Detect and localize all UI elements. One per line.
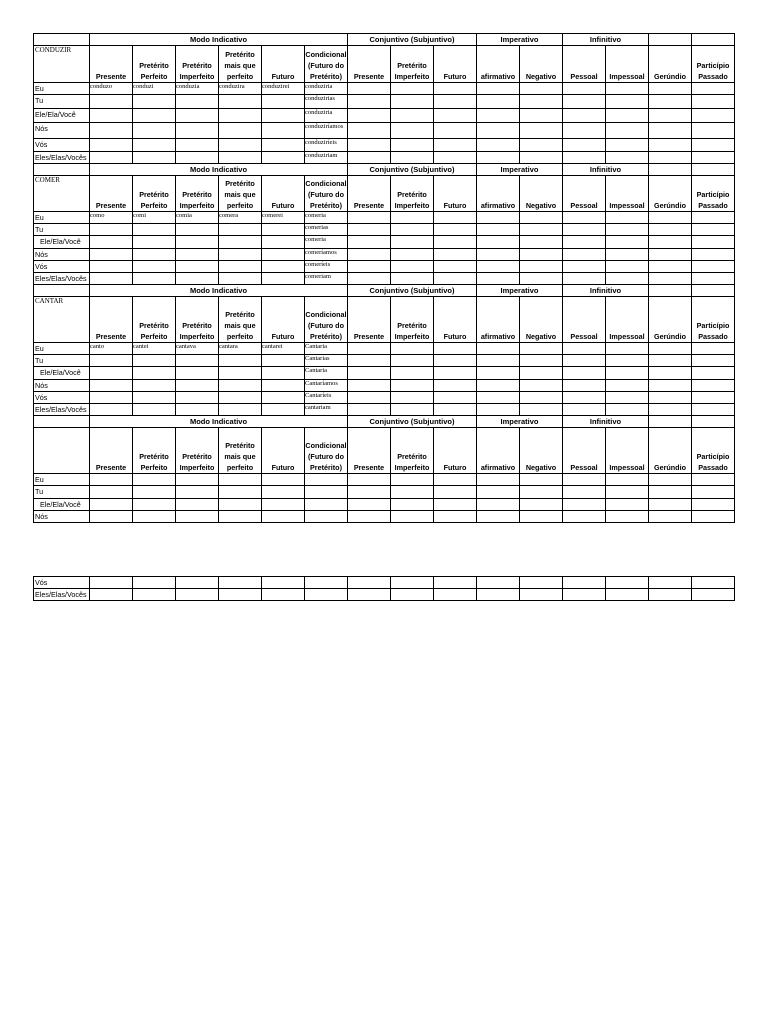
col-pessoal: Pessoal (563, 428, 606, 474)
col-impessoal: Impessoal (606, 297, 649, 343)
cell-cantar-condicional: Cantaríamos (305, 380, 348, 392)
table-row (34, 224, 735, 236)
group-conjuntivo: Conjuntivo (Subjuntivo) (348, 34, 477, 46)
col-presente: Presente (90, 297, 133, 343)
blank-cell (649, 164, 692, 176)
table-row (34, 392, 735, 404)
cell-cantar-perfeito: cantei (133, 343, 176, 355)
col-condicional: Condicional (Futuro do Pretérito) (305, 428, 348, 474)
group-indicativo: Modo Indicativo (90, 285, 348, 297)
col-conj-preterito-imperfeito: Pretérito Imperfeito (391, 46, 434, 83)
blank-cell (34, 164, 90, 176)
pronoun-nos: Nós (34, 511, 90, 523)
col-conj-futuro: Futuro (434, 428, 477, 474)
group-imperativo: Imperativo (477, 164, 563, 176)
col-preterito-imperfeito: Pretérito Imperfeito (176, 176, 219, 212)
col-conj-preterito-imperfeito: Pretérito Imperfeito (391, 297, 434, 343)
cell-comer-condicional: comeríamos (305, 249, 348, 261)
table-row (34, 123, 735, 139)
pronoun-vos: Vós (34, 261, 90, 273)
cell-comer-presente: como (90, 212, 133, 224)
blank-cell (34, 416, 90, 428)
pronoun-eu: Eu (34, 212, 90, 224)
col-condicional: Condicional (Futuro do Pretérito) (305, 46, 348, 83)
col-participio: Particípio Passado (692, 176, 735, 212)
col-pessoal: Pessoal (563, 46, 606, 83)
cell-comer-condicional: comerias (305, 224, 348, 236)
col-futuro: Futuro (262, 46, 305, 83)
pronoun-eles: Eles/Elas/Vocês (34, 273, 90, 285)
verb-name-blank (34, 428, 90, 474)
table-row (34, 474, 735, 486)
table-row (34, 152, 735, 164)
conjugation-table (33, 33, 735, 523)
table-row (34, 404, 735, 416)
pronoun-nos: Nós (34, 123, 90, 139)
pronoun-eles: Eles/Elas/Vocês (34, 152, 90, 164)
pronoun-tu: Tu (34, 355, 90, 367)
group-indicativo: Modo Indicativo (90, 416, 348, 428)
table-row (34, 249, 735, 261)
cell-conduzir-condicional: conduziria (305, 109, 348, 123)
blank-cell (692, 416, 735, 428)
conjugation-table-continuation (33, 576, 735, 601)
col-conj-futuro: Futuro (434, 176, 477, 212)
col-conj-presente: Presente (348, 428, 391, 474)
cell-comer-mais-que-perfeito: comera (219, 212, 262, 224)
pronoun-eu: Eu (34, 83, 90, 95)
col-gerundio: Gerúndio (649, 428, 692, 474)
col-preterito-imperfeito: Pretérito Imperfeito (176, 428, 219, 474)
blank-cell (34, 285, 90, 297)
col-impessoal: Impessoal (606, 428, 649, 474)
col-futuro: Futuro (262, 428, 305, 474)
blank-cell (692, 285, 735, 297)
col-presente: Presente (90, 176, 133, 212)
col-conj-preterito-imperfeito: Pretérito Imperfeito (391, 176, 434, 212)
group-infinitivo: Infinitivo (563, 285, 649, 297)
pronoun-vos: Vós (34, 392, 90, 404)
table-row (34, 511, 735, 523)
pronoun-ele: Ele/Ela/Você (34, 367, 90, 380)
pronoun-tu: Tu (34, 486, 90, 499)
group-header-row (34, 416, 735, 428)
table-row (34, 83, 735, 95)
group-header-row (34, 285, 735, 297)
cell-comer-condicional: comeria (305, 212, 348, 224)
cell-comer-condicional: comeríeis (305, 261, 348, 273)
blank-cell (692, 34, 735, 46)
cell-cantar-condicional: cantariam (305, 404, 348, 416)
cell-cantar-mais-que-perfeito: cantara (219, 343, 262, 355)
cell-conduzir-imperfeito: conduzia (176, 83, 219, 95)
cell-cantar-condicional: Cantaríeis (305, 392, 348, 404)
col-mais-que-perfeito: Pretérito mais que perfeito (219, 46, 262, 83)
table-row (34, 380, 735, 392)
col-futuro: Futuro (262, 297, 305, 343)
cell-cantar-condicional: Cantaria (305, 343, 348, 355)
col-mais-que-perfeito: Pretérito mais que perfeito (219, 176, 262, 212)
pronoun-nos: Nós (34, 249, 90, 261)
cell-conduzir-condicional: conduziriam (305, 152, 348, 164)
group-imperativo: Imperativo (477, 285, 563, 297)
col-participio: Particípio Passado (692, 46, 735, 83)
column-header-row (34, 46, 735, 83)
col-preterito-perfeito: Pretérito Perfeito (133, 297, 176, 343)
col-negativo: Negativo (520, 176, 563, 212)
col-gerundio: Gerúndio (649, 297, 692, 343)
cell-comer-imperfeito: comia (176, 212, 219, 224)
pronoun-ele: Ele/Ela/Você (34, 109, 90, 123)
column-header-row (34, 428, 735, 474)
col-condicional: Condicional (Futuro do Pretérito) (305, 176, 348, 212)
cell-conduzir-condicional: conduzirias (305, 95, 348, 109)
pronoun-vos: Vós (34, 139, 90, 152)
group-conjuntivo: Conjuntivo (Subjuntivo) (348, 164, 477, 176)
col-preterito-imperfeito: Pretérito Imperfeito (176, 297, 219, 343)
table-row (34, 139, 735, 152)
col-condicional: Condicional (Futuro do Pretérito) (305, 297, 348, 343)
col-preterito-perfeito: Pretérito Perfeito (133, 176, 176, 212)
table-row (34, 273, 735, 285)
blank-cell (649, 416, 692, 428)
pronoun-tu: Tu (34, 95, 90, 109)
verb-name: CONDUZIR (34, 46, 90, 83)
cell-conduzir-condicional: conduziríeis (305, 139, 348, 152)
table-row (34, 577, 735, 589)
pronoun-nos: Nós (34, 380, 90, 392)
verb-name: COMER (34, 176, 90, 212)
cell-conduzir-mais-que-perfeito: conduzira (219, 83, 262, 95)
table-row (34, 343, 735, 355)
table-row (34, 355, 735, 367)
col-negativo: Negativo (520, 46, 563, 83)
cell-conduzir-presente: conduzo (90, 83, 133, 95)
col-gerundio: Gerúndio (649, 46, 692, 83)
col-impessoal: Impessoal (606, 46, 649, 83)
cell-cantar-futuro: cantarei (262, 343, 305, 355)
table-row (34, 236, 735, 249)
cell-conduzir-perfeito: conduzi (133, 83, 176, 95)
col-pessoal: Pessoal (563, 297, 606, 343)
col-preterito-imperfeito: Pretérito Imperfeito (176, 46, 219, 83)
group-imperativo: Imperativo (477, 34, 563, 46)
table-row (34, 261, 735, 273)
col-conj-preterito-imperfeito: Pretérito Imperfeito (391, 428, 434, 474)
cell-conduzir-condicional: conduziríamos (305, 123, 348, 139)
col-afirmativo: afirmativo (477, 428, 520, 474)
col-mais-que-perfeito: Pretérito mais que perfeito (219, 297, 262, 343)
table-row (34, 95, 735, 109)
col-conj-futuro: Futuro (434, 46, 477, 83)
col-futuro: Futuro (262, 176, 305, 212)
col-conj-presente: Presente (348, 297, 391, 343)
column-header-row (34, 297, 735, 343)
pronoun-eu: Eu (34, 474, 90, 486)
pronoun-ele: Ele/Ela/Você (34, 236, 90, 249)
cell-conduzir-condicional: conduziria (305, 83, 348, 95)
group-indicativo: Modo Indicativo (90, 164, 348, 176)
col-pessoal: Pessoal (563, 176, 606, 212)
group-conjuntivo: Conjuntivo (Subjuntivo) (348, 416, 477, 428)
group-infinitivo: Infinitivo (563, 416, 649, 428)
group-infinitivo: Infinitivo (563, 164, 649, 176)
pronoun-eles: Eles/Elas/Vocês (34, 404, 90, 416)
group-conjuntivo: Conjuntivo (Subjuntivo) (348, 285, 477, 297)
group-header-row (34, 164, 735, 176)
col-impessoal: Impessoal (606, 176, 649, 212)
group-infinitivo: Infinitivo (563, 34, 649, 46)
table-row (34, 367, 735, 380)
blank-cell (649, 34, 692, 46)
col-afirmativo: afirmativo (477, 297, 520, 343)
pronoun-eles: Eles/Elas/Vocês (34, 589, 90, 601)
col-conj-presente: Presente (348, 176, 391, 212)
cell-conduzir-futuro: conduzirei (262, 83, 305, 95)
group-indicativo: Modo Indicativo (90, 34, 348, 46)
col-negativo: Negativo (520, 297, 563, 343)
col-preterito-perfeito: Pretérito Perfeito (133, 46, 176, 83)
group-imperativo: Imperativo (477, 416, 563, 428)
cell-comer-futuro: comerei (262, 212, 305, 224)
pronoun-tu: Tu (34, 224, 90, 236)
col-afirmativo: afirmativo (477, 176, 520, 212)
col-presente: Presente (90, 428, 133, 474)
cell-cantar-condicional: Cantarias (305, 355, 348, 367)
cell-comer-condicional: comeria (305, 236, 348, 249)
cell-cantar-imperfeito: cantava (176, 343, 219, 355)
blank-cell (692, 164, 735, 176)
table-row (34, 212, 735, 224)
blank-cell (34, 34, 90, 46)
table-row (34, 499, 735, 511)
pronoun-eu: Eu (34, 343, 90, 355)
col-presente: Presente (90, 46, 133, 83)
col-conj-presente: Presente (348, 46, 391, 83)
col-mais-que-perfeito: Pretérito mais que perfeito (219, 428, 262, 474)
cell-cantar-condicional: Cantaria (305, 367, 348, 380)
cell-comer-condicional: comeriam (305, 273, 348, 285)
col-afirmativo: afirmativo (477, 46, 520, 83)
group-header-row (34, 34, 735, 46)
col-participio: Particípio Passado (692, 428, 735, 474)
col-participio: Particípio Passado (692, 297, 735, 343)
col-preterito-perfeito: Pretérito Perfeito (133, 428, 176, 474)
col-gerundio: Gerúndio (649, 176, 692, 212)
blank-cell (649, 285, 692, 297)
pronoun-vos: Vós (34, 577, 90, 589)
verb-name: CANTAR (34, 297, 90, 343)
column-header-row (34, 176, 735, 212)
col-conj-futuro: Futuro (434, 297, 477, 343)
table-row (34, 589, 735, 601)
cell-cantar-presente: canto (90, 343, 133, 355)
cell-comer-perfeito: comi (133, 212, 176, 224)
pronoun-ele: Ele/Ela/Você (34, 499, 90, 511)
table-row (34, 109, 735, 123)
col-negativo: Negativo (520, 428, 563, 474)
table-row (34, 486, 735, 499)
